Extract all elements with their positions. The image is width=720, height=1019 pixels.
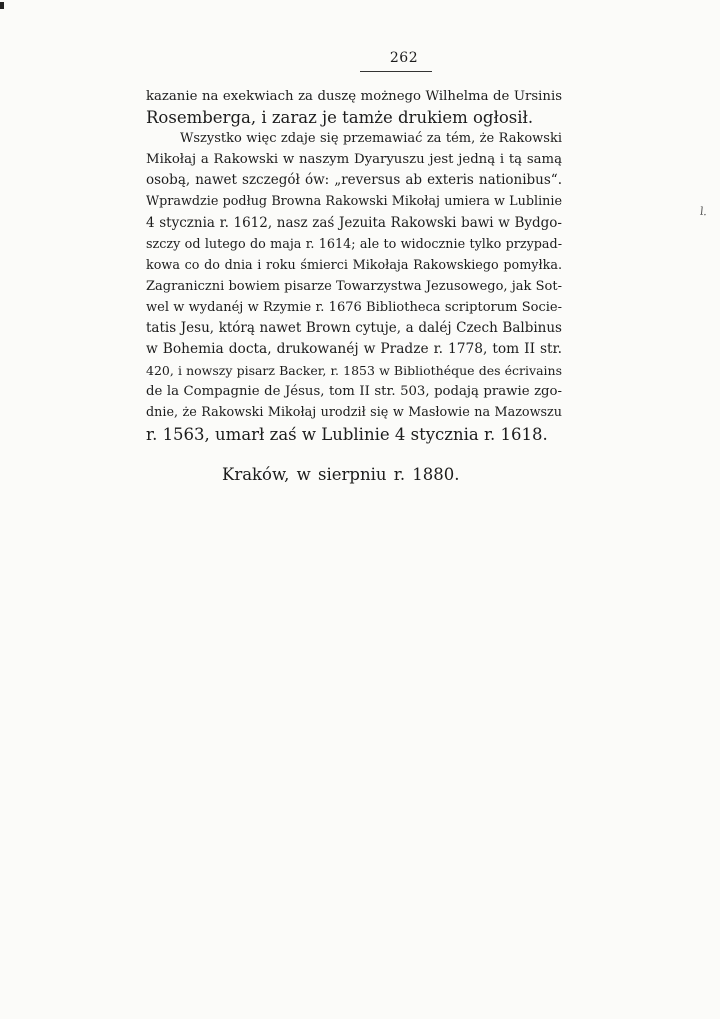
text-line: Rosemberga, i zaraz je tamże drukiem ogłosił.	[146, 108, 534, 128]
corner-scan-mark	[0, 2, 4, 9]
text-line: w Bohemia docta, drukowanéj w Pradze r. 1778, tom II str.	[146, 341, 562, 358]
page-number: 262	[389, 50, 419, 66]
text-line: osobą, nawet szczegół ów: „reversus ab exteris nationibus“.	[146, 172, 562, 189]
header-rule	[360, 71, 432, 72]
place-date: Kraków, w sierpniu r. 1880.	[222, 465, 460, 484]
text-line: 420, i nowszy pisarz Backer, r. 1853 w Bibliothéque des écrivains	[146, 363, 562, 379]
text-line: wel w wydanéj w Rzymie r. 1676 Bibliotheca scriptorum Socie-	[146, 299, 562, 315]
text-line: 4 stycznia r. 1612, nasz zaś Jezuita Rakowski bawi w Bydgo-	[146, 214, 562, 231]
text-line: dnie, że Rakowski Mikołaj urodził się w Masłowie na Mazowszu	[146, 405, 562, 421]
text-line: Wszystko więc zdaje się przemawiać za tém, że Rakowski	[180, 131, 562, 147]
text-line: r. 1563, umarł zaś w Lublinie 4 stycznia r. 1618.	[146, 424, 548, 444]
text-line: kowa co do dnia i roku śmierci Mikołaja Rakowskiego pomyłka.	[146, 257, 562, 273]
text-line: Zagraniczni bowiem pisarze Towarzystwa Jezusowego, jak Sot-	[146, 278, 562, 294]
text-line: szczy od lutego do maja r. 1614; ale to widocznie tylko przypad-	[146, 236, 562, 252]
margin-mark: l.	[699, 204, 708, 219]
text-line: Mikołaj a Rakowski w naszym Dyaryuszu jest jedną i tą samą	[146, 152, 562, 168]
body-text	[146, 86, 562, 445]
text-line: de la Compagnie de Jésus, tom II str. 503, podają prawie zgo-	[146, 384, 562, 400]
text-line: Wprawdzie podług Browna Rakowski Mikołaj umiera w Lublinie	[146, 194, 562, 210]
text-line: tatis Jesu, którą nawet Brown cytuje, a daléj Czech Balbinus	[146, 320, 562, 337]
text-line: kazanie na exekwiach za duszę możnego Wilhelma de Ursinis	[146, 89, 562, 104]
